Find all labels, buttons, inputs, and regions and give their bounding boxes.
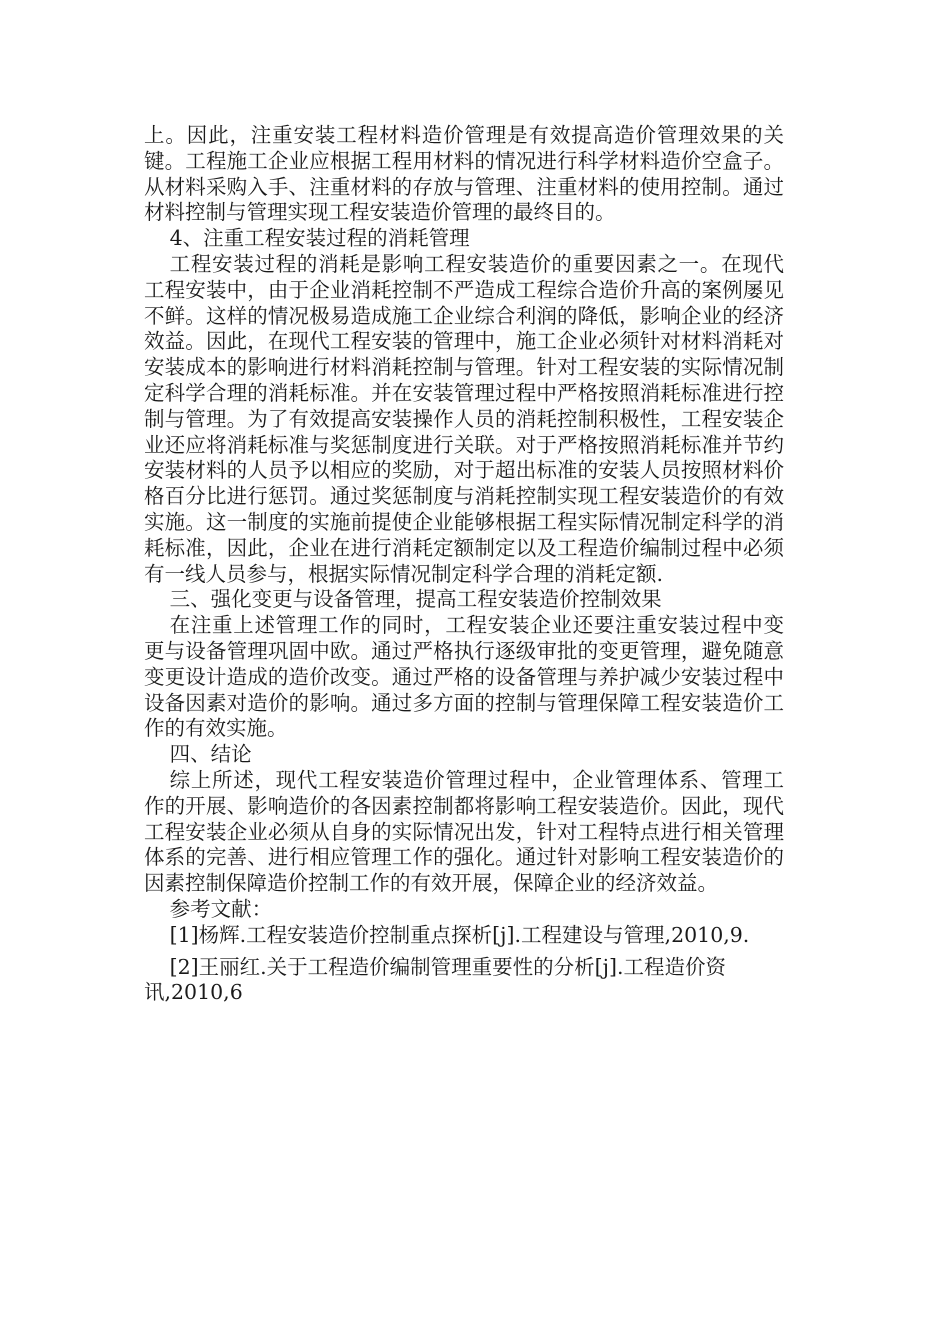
paragraph-conclusion: 综上所述，现代工程安装造价管理过程中，企业管理体系、管理工作的开展、影响造价的各因素控制都将影响工程安装造价。因此，现代工程安装企业必须从自身的实际情况出发，针对工程特点进行相关管理体系的完善、进行相应管理工作的强化。通过针对影响工程安装造价的因素控制保障造价控制工作的有效开展，保障企业的经济效益。 <box>144 767 784 896</box>
paragraph-intro: 上。因此，注重安装工程材料造价管理是有效提高造价管理效果的关键。工程施工企业应根据工程用材料的情况进行科学材料造价空盒子。从材料采购入手、注重材料的存放与管理、注重材料的使用控制。通过材料控制与管理实现工程安装造价管理的最终目的。 <box>144 123 784 225</box>
references-heading: 参考文献： <box>169 896 273 921</box>
paragraph-change-equipment: 在注重上述管理工作的同时，工程安装企业还要注重安装过程中变更与设备管理巩固中欧。通过严格执行逐级审批的变更管理，避免随意变更设计造成的造价改变。通过严格的设备管理与养护减少安装过程中设备因素对造价的影响。通过多方面的控制与管理保障工程安装造价工作的有效实施。 <box>144 613 784 741</box>
reference-item: [2]王丽红.关于工程造价编制管理重要性的分析[j].工程造价资讯,2010,6 <box>144 954 727 1005</box>
reference-item: [1]杨辉.工程安装造价控制重点探析[j].工程建设与管理,2010,9. <box>169 922 750 947</box>
section-heading-3: 三、强化变更与设备管理，提高工程安装造价控制效果 <box>169 587 662 612</box>
section-heading-conclusion: 四、结论 <box>169 742 252 767</box>
document-body <box>144 123 784 1006</box>
paragraph-consumption: 工程安装过程的消耗是影响工程安装造价的重要因素之一。在现代工程安装中，由于企业消耗控制不严造成工程综合造价升高的案例屡见不鲜。这样的情况极易造成施工企业综合利润的降低，影响企业的经济效益。因此，在现代工程安装的管理中，施工企业必须针对材料消耗对安装成本的影响进行材料消耗控制与管理。针对工程安装的实际情况制定科学合理的消耗标准。并在安装管理过程中严格按照消耗标准进行控制与管理。为了有效提高安装操作人员的消耗控制积极性，工程安装企业还应将消耗标准与奖惩制度进行关联。对于严格按照消耗标准并节约安装材料的人员予以相应的奖励，对于超出标准的安装人员按照材料价格百分比进行惩罚。通过奖惩制度与消耗控制实现工程安装造价的有效实施。这一制度的实施前提使企业能够根据工程实际情况制定科学的消耗标准，因此，企业在进行消耗定额制定以及工程造价编制过程中必须有一线人员参与，根据实际情况制定科学合理的消耗定额. <box>144 251 784 586</box>
section-heading-4: 4、注重工程安装过程的消耗管理 <box>169 226 470 251</box>
